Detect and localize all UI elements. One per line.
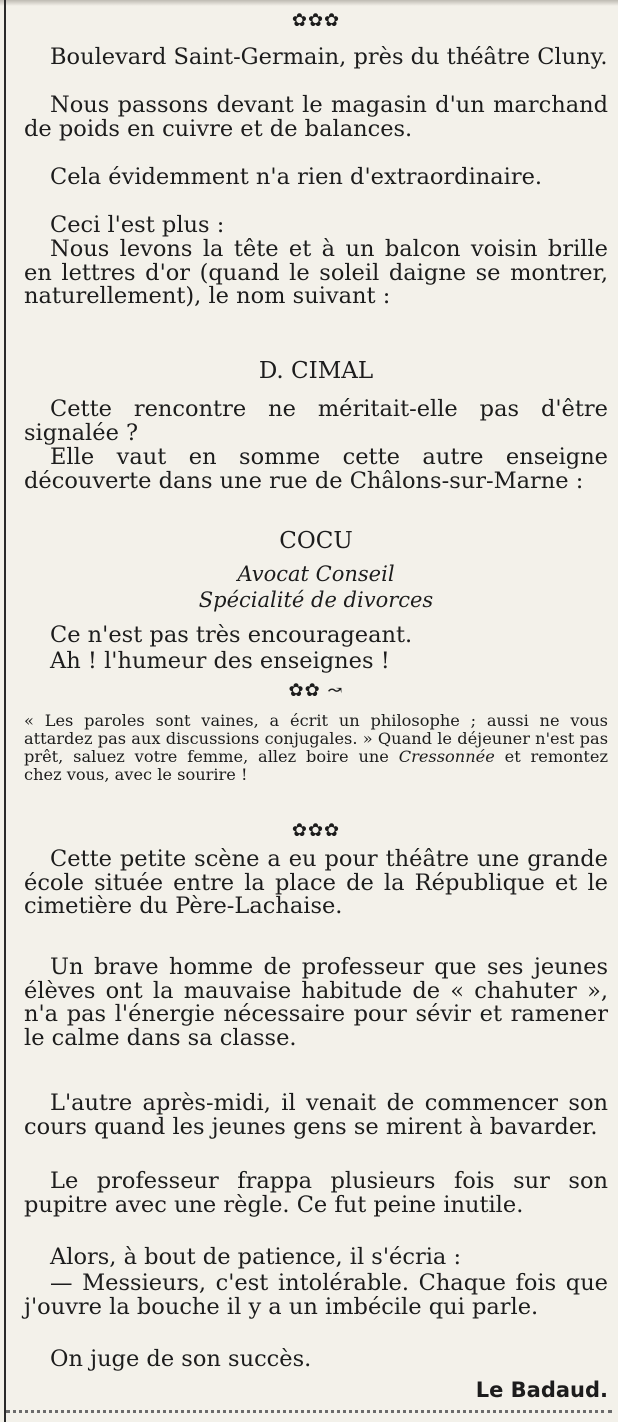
torn-top-edge — [0, 0, 618, 6]
quote-paragraph — [24, 712, 608, 784]
column-rule — [4, 0, 6, 1422]
paragraph: Nous passons devant le magasin d'un marchand de poids en cuivre et de balances. — [24, 92, 608, 142]
paragraph: Alors, à bout de patience, il s'écria : — [50, 1244, 462, 1270]
sign-name-cimal: D. CIMAL — [258, 358, 374, 384]
sign-line: Spécialité de divorces — [198, 588, 434, 612]
paragraph: On juge de son succès. — [50, 1346, 312, 1372]
signature: Le Badaud. — [475, 1378, 608, 1402]
paragraph: Nous levons la tête et à un balcon voisin brille en lettres d'or (quand le soleil daigne se montrer, naturellement), le nom suivant : — [24, 236, 608, 310]
paragraph: L'autre après-midi, il venait de commencer son cours quand les jeunes gens se mirent à bavarder. — [24, 1090, 608, 1140]
paragraph: Ce n'est pas très encourageant. — [50, 622, 413, 648]
quote-italic: Cressonnée — [398, 747, 495, 766]
quote-text: et remontez chez vous, avec le sourire ! — [24, 747, 609, 784]
sign-line: Avocat Conseil — [237, 562, 395, 586]
ornament-divider: ✿✿✿ — [291, 820, 341, 841]
paragraph: Boulevard Saint-Germain, près du théâtre Cluny. — [50, 44, 608, 70]
paragraph: Un brave homme de professeur que ses jeunes élèves ont la mauvaise habitude de « chahuter », n'a pas l'énergie nécessaire pour sévir et ramener le calme dans sa classe. — [24, 954, 608, 1051]
paragraph: Le professeur frappa plusieurs fois sur son pupitre avec une règle. Ce fut peine inutile. — [24, 1168, 608, 1218]
paragraph: Ceci l'est plus : — [50, 212, 225, 238]
ornament-divider: ✿✿✿ — [291, 10, 341, 31]
paragraph: Cette rencontre ne méritait-elle pas d'être signalée ? — [24, 396, 608, 446]
sign-name-cocu: COCU — [279, 528, 353, 554]
paragraph: — Messieurs, c'est intolérable. Chaque fois que j'ouvre la bouche il y a un imbécile qui parle. — [24, 1270, 608, 1320]
paragraph: Cela évidemment n'a rien d'extraordinaire. — [50, 164, 543, 190]
bottom-dotted-rule — [6, 1410, 612, 1413]
quote-text: « Les paroles sont vaines, a écrit un philosophe ; aussi ne vous attardez pas aux discussions conjugales. » Quand le déjeuner n'est pas prêt, saluez votre femme, allez boire une — [24, 711, 608, 766]
paragraph: Cette petite scène a eu pour théâtre une grande école située entre la place de la République et le cimetière du Père-Lachaise. — [24, 846, 608, 920]
paragraph: Ah ! l'humeur des enseignes ! — [50, 648, 390, 674]
ornament-divider: ✿✿ ↝ — [288, 680, 344, 701]
paragraph: Elle vaut en somme cette autre enseigne découverte dans une rue de Châlons-sur-Marne : — [24, 444, 608, 494]
